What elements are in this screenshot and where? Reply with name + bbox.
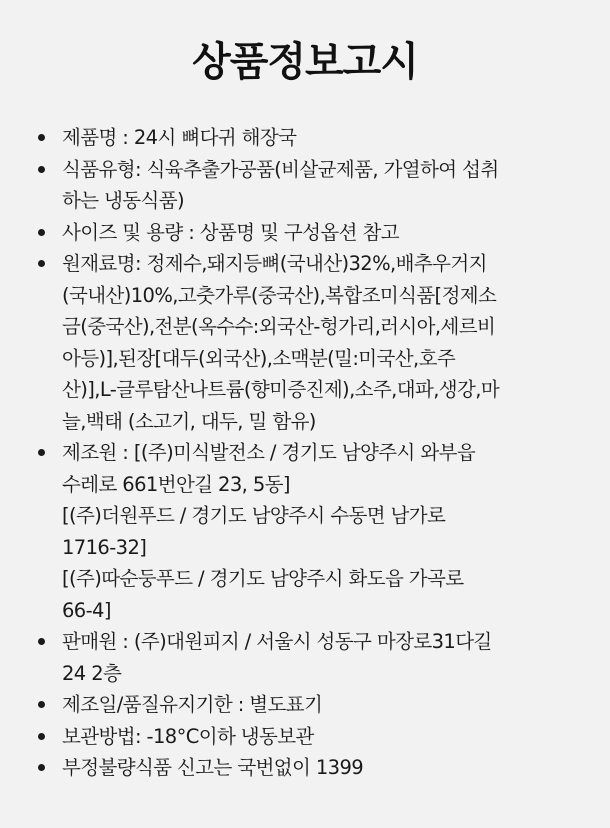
item-text: 식품유형: 식육추출가공품(비살균제품, 가열하여 섭취: [62, 157, 499, 181]
item-text: 금(중국산),전분(옥수수:외국산-헝가리,러시아,세르비: [62, 315, 496, 338]
list-item-size: [0, 217, 610, 249]
bullet-icon: [38, 733, 45, 740]
item-text: 제조원 : [(주)미식발전소 / 경기도 남양주시 와부읍: [62, 441, 476, 464]
item-text: [(주)더원푸드 / 경기도 남양주시 수동면 남가로: [62, 504, 446, 527]
list-item-storage: [0, 721, 610, 753]
bullet-icon: [38, 229, 45, 236]
item-text: [(주)따순둥푸드 / 경기도 남양주시 화도읍 가곡로: [62, 567, 464, 590]
item-text: 수레로 661번안길 23, 5동]: [62, 472, 290, 496]
item-text: 제품명 : 24시 뼈다귀 해장국: [62, 126, 297, 149]
item-text: 66-4]: [62, 598, 111, 622]
bullet-icon: [38, 764, 45, 771]
item-text: 산)],L-글루탐산나트륨(향미증진제),소주,대파,생강,마: [62, 378, 500, 401]
item-text: 아등)],된장[대두(외국산),소맥분(밀:미국산,호주: [62, 346, 456, 370]
list-item-food-type: [0, 154, 610, 217]
bullet-icon: [38, 166, 45, 173]
bullet-icon: [38, 638, 45, 645]
item-text: 제조일/품질유지기한 : 별도표기: [62, 693, 323, 716]
list-item-manufacturer: [0, 437, 610, 626]
item-text: 판매원 : (주)대원피지 / 서울시 성동구 마장로31다길: [62, 630, 492, 653]
item-text: 보관방법: -18°C이하 냉동보관: [62, 724, 314, 748]
item-text: 하는 냉동식품): [62, 189, 185, 212]
list-item-seller: [0, 626, 610, 689]
item-text: 원재료명: 정제수,돼지등뼈(국내산)32%,배추우거지: [62, 252, 487, 275]
item-text: 사이즈 및 용량 : 상품명 및 구성옵션 참고: [62, 220, 399, 244]
list-item-report: [0, 752, 610, 784]
item-text: 늘,백태 (소고기, 대두, 밀 함유): [62, 409, 316, 433]
item-text: 부정불량식품 신고는 국번없이 1399: [62, 756, 364, 779]
list-item-expiry: [0, 689, 610, 721]
bullet-icon: [38, 449, 45, 456]
bullet-icon: [38, 134, 45, 141]
info-list: [0, 122, 610, 784]
item-text: 24 2층: [62, 661, 122, 685]
list-item-ingredients: [0, 248, 610, 437]
item-text: 1716-32]: [62, 535, 147, 559]
item-text: (국내산)10%,고춧가루(중국산),복합조미식품[정제소: [62, 283, 497, 307]
bullet-icon: [38, 260, 45, 267]
page-title: 상품정보고시: [192, 39, 418, 85]
bullet-icon: [38, 701, 45, 708]
list-item-product-name: [0, 122, 610, 154]
